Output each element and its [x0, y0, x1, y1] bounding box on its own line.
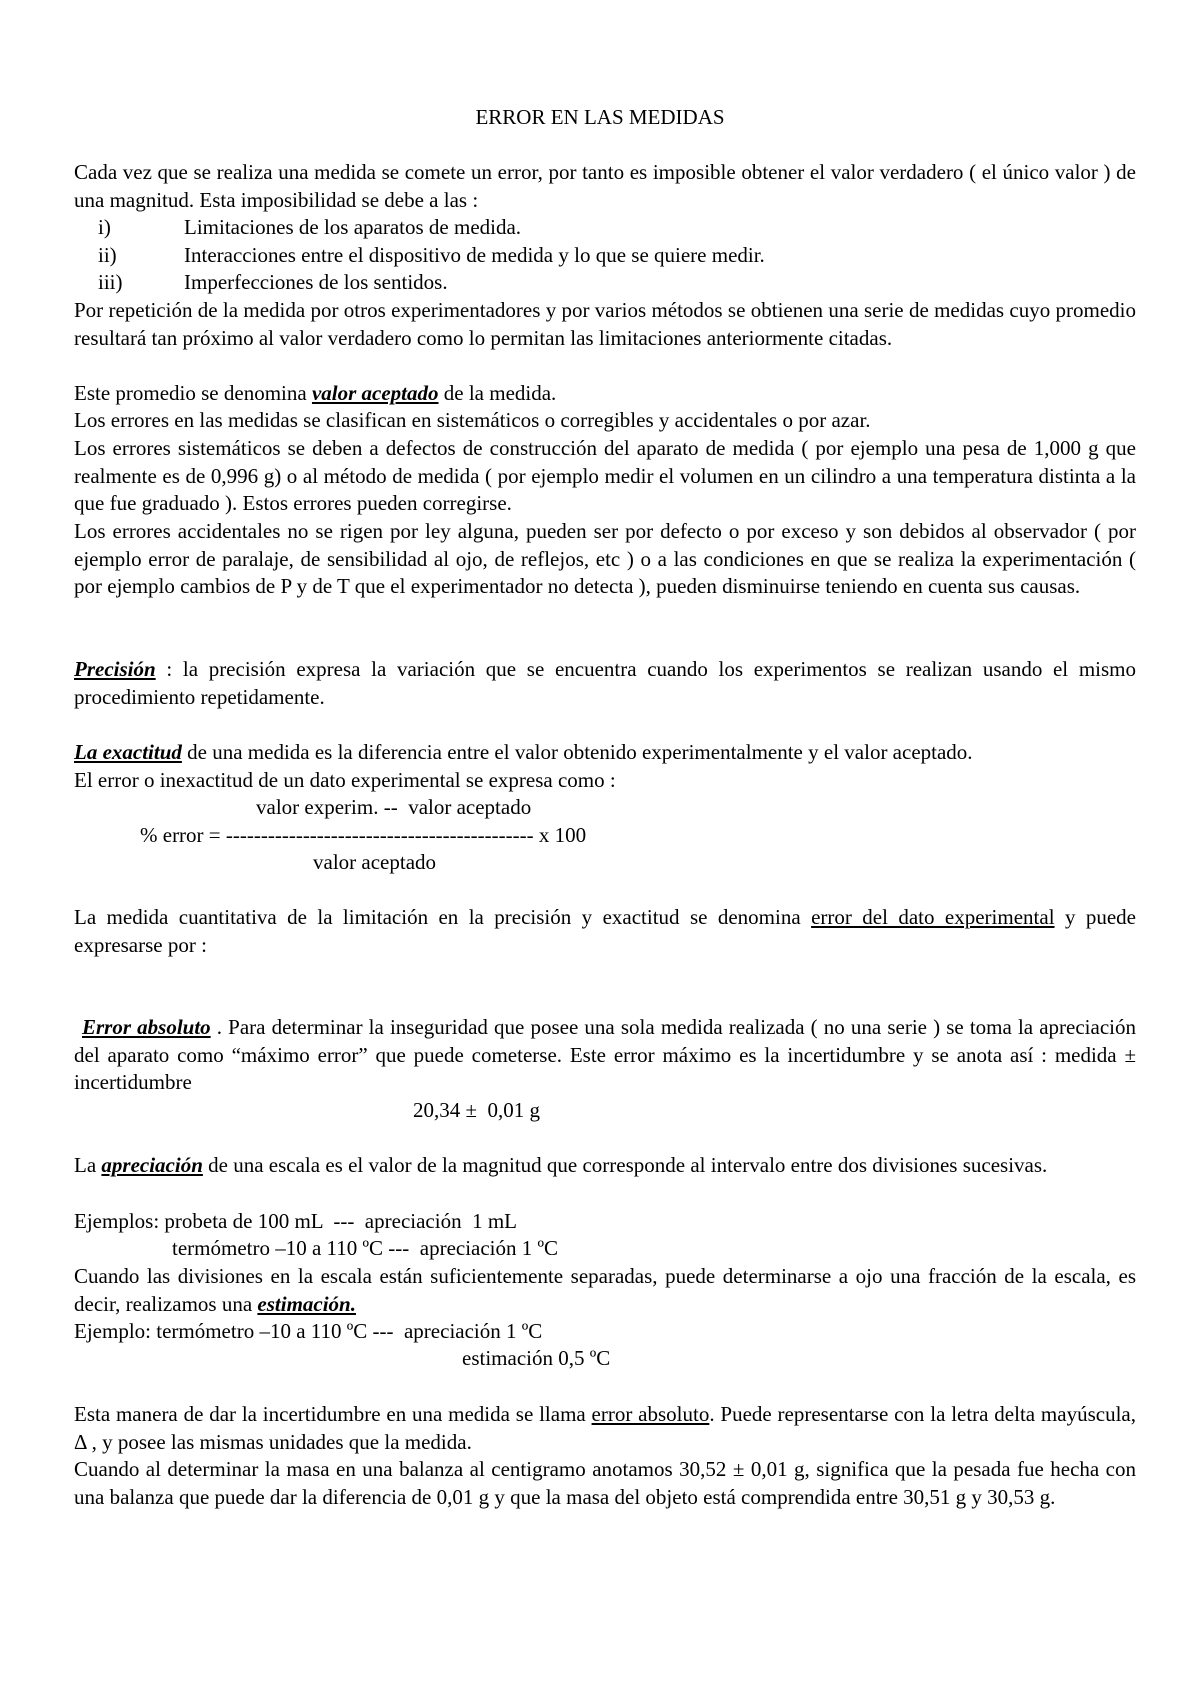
text-span: La medida cuantitativa de la limitación en la precisión y exactitud se denomina: [74, 905, 812, 929]
formula-bar: --------------------------------------------: [225, 823, 534, 847]
formula-denominator: valor aceptado: [313, 850, 437, 874]
formula-factor: x 100: [533, 823, 587, 847]
term-estimacion: estimación.: [257, 1291, 356, 1316]
text-span: . Puede representarse con la letra delta mayúscula, Δ , y posee las mismas unidades que la medida.: [74, 1402, 1136, 1454]
causes-list: [74, 214, 1136, 297]
text-span: Esta manera de dar la incertidumbre en una medida se llama: [74, 1402, 592, 1426]
classification-line: Los errores en las medidas se clasifican en sistemáticos o corregibles y accidentales o por azar.: [74, 408, 871, 432]
term-error-absoluto-plain: error absoluto: [591, 1402, 710, 1426]
appreciation-paragraph: [74, 1152, 1136, 1180]
list-item: [74, 214, 1136, 242]
term-apreciacion: apreciación: [101, 1153, 203, 1177]
accidental-errors-paragraph: Los errores accidentales no se rigen por ley alguna, pueden ser por defecto o por exceso y son debidos al observador ( por ejemplo error de paralaje, de sensibilidad al ojo, de reflejos, etc ) o a las condiciones en que se realiza la experimentación ( por ejemplo cambios de P y de T que el experimentador no detecta ), pueden disminuirse teniendo en cuenta sus causas.: [74, 519, 1136, 598]
quantitative-paragraph: [74, 904, 1136, 959]
formula-lhs: % error =: [140, 823, 226, 847]
systematic-errors-paragraph: Los errores sistemáticos se deben a defectos de construcción del aparato de medida ( por ejemplo una pesa de 1,000 g que realmente es de 0,996 g) o al método de medida ( por ejemplo medir el volumen en un cilindro a una temperatura distinta a la que fue graduado ). Estos errores pueden corregirse.: [74, 436, 1136, 515]
text-span: : la precisión expresa la variación que se encuentra cuando los experimentos se realizan usando el mismo procedimiento repetidamente.: [74, 657, 1136, 709]
list-number: i): [98, 215, 111, 239]
text-span: y puede expresarse por :: [74, 905, 1136, 957]
term-precision: Precisión: [74, 657, 156, 681]
list-item: [74, 242, 1136, 270]
list-item: [74, 269, 1136, 297]
text-span: Cuando las divisiones en la escala están suficientemente separadas, puede determinarse a ojo una fracción de la escala, es decir, realizamos una: [74, 1264, 1136, 1316]
formula-numerator: valor experim. -- valor aceptado: [256, 795, 532, 819]
exactitude-line: [74, 739, 1136, 767]
precision-paragraph: [74, 656, 1136, 711]
repetition-paragraph: Por repetición de la medida por otros experimentadores y por varios métodos se obtienen una serie de medidas cuyo promedio resultará tan próximo al valor verdadero como lo permitan las limitaciones anteriormente citadas.: [74, 298, 1136, 350]
text-span: Este promedio se denomina: [74, 381, 312, 405]
text-span: La: [74, 1153, 102, 1177]
text-span: de la medida.: [438, 381, 557, 405]
page-title: ERROR EN LAS MEDIDAS: [475, 105, 725, 129]
list-number: iii): [98, 270, 123, 294]
term-error-absoluto: Error absoluto: [82, 1015, 211, 1039]
examples-line-2: termómetro –10 a 110 ºC --- apreciación 1 ºC: [172, 1236, 559, 1260]
absolute-error-definition-paragraph: [74, 1401, 1136, 1456]
example-line-1: Ejemplo: termómetro –10 a 110 ºC --- apreciación 1 ºC: [74, 1319, 543, 1343]
absolute-error-paragraph: [74, 1014, 1136, 1097]
list-text: Imperfecciones de los sentidos.: [184, 270, 448, 294]
estimation-paragraph: [74, 1263, 1136, 1318]
formula-line: [140, 822, 586, 850]
balance-paragraph: Cuando al determinar la masa en una balanza al centigramo anotamos 30,52 ± 0,01 g, significa que la pesada fue hecha con una balanza que puede dar la diferencia de 0,01 g y que la masa del objeto está comprendida entre 30,51 g y 30,53 g.: [74, 1457, 1136, 1509]
intro-paragraph: Cada vez que se realiza una medida se comete un error, por tanto es imposible obtener el valor verdadero ( el único valor ) de una magnitud. Esta imposibilidad se debe a las :: [74, 160, 1136, 212]
example-line-2: estimación 0,5 ºC: [462, 1346, 611, 1370]
text-span: de una medida es la diferencia entre el valor obtenido experimentalmente y el valor aceptado.: [181, 740, 973, 764]
term-valor-aceptado: valor aceptado: [311, 381, 439, 405]
accepted-value-line: [74, 380, 1136, 408]
term-error-dato: error del dato experimental: [811, 905, 1055, 929]
list-number: ii): [98, 242, 117, 267]
inexactitude-line: El error o inexactitud de un dato experimental se expresa como :: [74, 768, 616, 792]
text-span: de una escala es el valor de la magnitud que corresponde al intervalo entre dos divisiones sucesivas.: [202, 1153, 1048, 1177]
list-text: Limitaciones de los aparatos de medida.: [184, 215, 522, 239]
term-exactitud: La exactitud: [74, 740, 182, 764]
examples-line-1: Ejemplos: probeta de 100 mL --- apreciación 1 mL: [74, 1209, 517, 1233]
text-span: . Para determinar la inseguridad que posee una sola medida realizada ( no una serie ) se toma la apreciación del aparato como “máximo error” que puede cometerse. Este error máximo es la incertidumbre y se anota así : medida ± incertidumbre: [74, 1015, 1136, 1094]
absolute-error-example: 20,34 ± 0,01 g: [413, 1098, 541, 1122]
list-text: Interacciones entre el dispositivo de medida y lo que se quiere medir.: [184, 242, 765, 267]
